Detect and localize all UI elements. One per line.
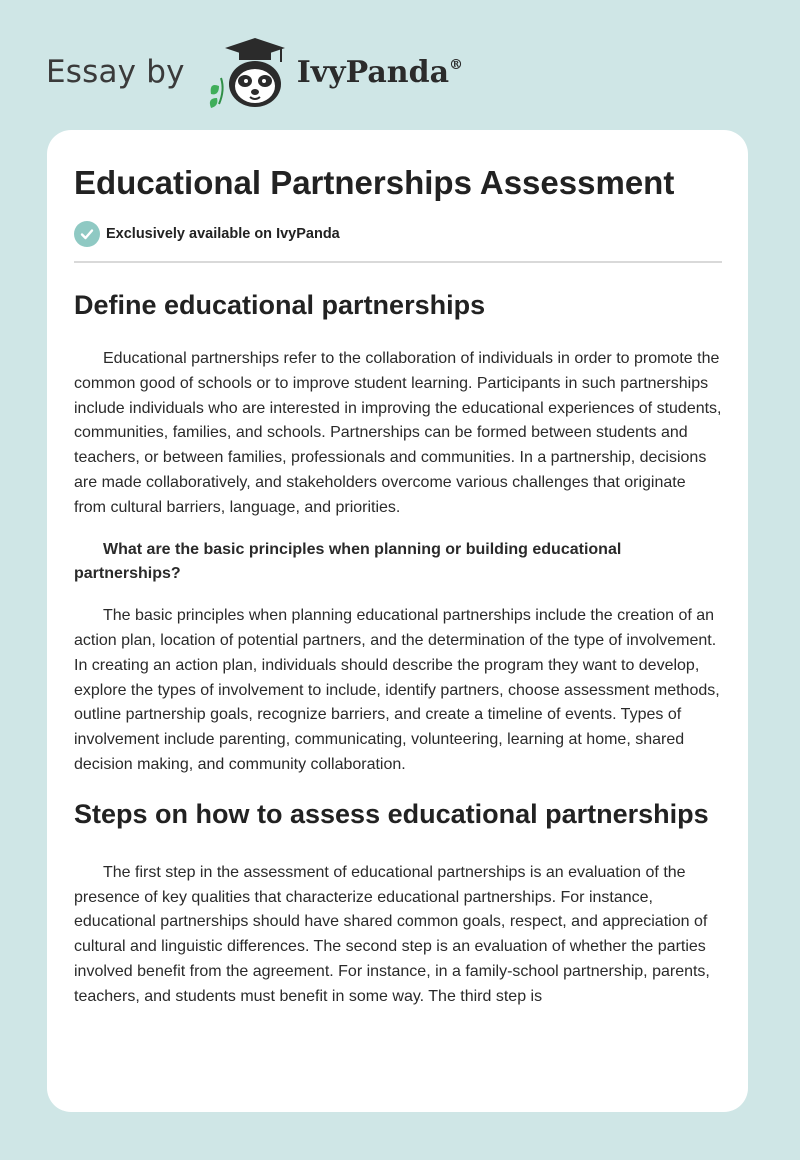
- divider: [74, 261, 722, 263]
- paragraph-2: The basic principles when planning educational partnerships include the creation of an action plan, location of potential partners, and the determination of the type of involvement. In creating an action plan, individuals should describe the program they want to develop, explore the types of involvement to include, identify partners, choose assessment methods, outline partnership goals, recognize barriers, and create a timeline of events. Types of involvement include parenting, communicating, volunteering, learning at home, shared decision making, and community collaboration.: [74, 607, 720, 773]
- essay-by-label: Essay by: [46, 54, 185, 90]
- paragraph-3: The first step in the assessment of educational partnerships is an evaluation of the presence of key qualities that characterize educational partnerships. For instance, educational partnerships should have shared common goals, respect, and appreciation of cultural and linguistic differences. The second step is an evaluation of whether the parties involved benefit from the agreement. For instance, in a family-school partnership, parents, teachers, and students must benefit in some way. The third step is: [74, 863, 710, 1005]
- page-title: Educational Partnerships Assessment: [74, 164, 675, 201]
- check-icon: [74, 221, 100, 247]
- exclusive-label: Exclusively available on IvyPanda: [106, 226, 340, 242]
- site-header: [46, 32, 463, 112]
- article-card: [47, 130, 748, 1112]
- question-paragraph: What are the basic principles when planning or building educational partnerships?: [74, 540, 622, 583]
- section-heading-steps: Steps on how to assess educational partnerships: [74, 798, 709, 829]
- ivypanda-logo-icon[interactable]: [195, 34, 291, 110]
- exclusive-badge: [74, 220, 722, 248]
- paragraph-1: Educational partnerships refer to the collaboration of individuals in order to promote the common good of schools or to improve student learning. Participants in such partnerships include individuals who are interested in improving the educational experiences of students, communities, families, and schools. Partnerships can be formed between students and teachers, or between families, professionals and communities. In a partnership, decisions are made collaboratively, and stakeholders overcome various challenges that originate from cultural barriers, language, and priorities.: [74, 350, 722, 516]
- brand-name[interactable]: IvyPanda®: [296, 54, 464, 90]
- section-heading-define: Define educational partnerships: [74, 290, 486, 320]
